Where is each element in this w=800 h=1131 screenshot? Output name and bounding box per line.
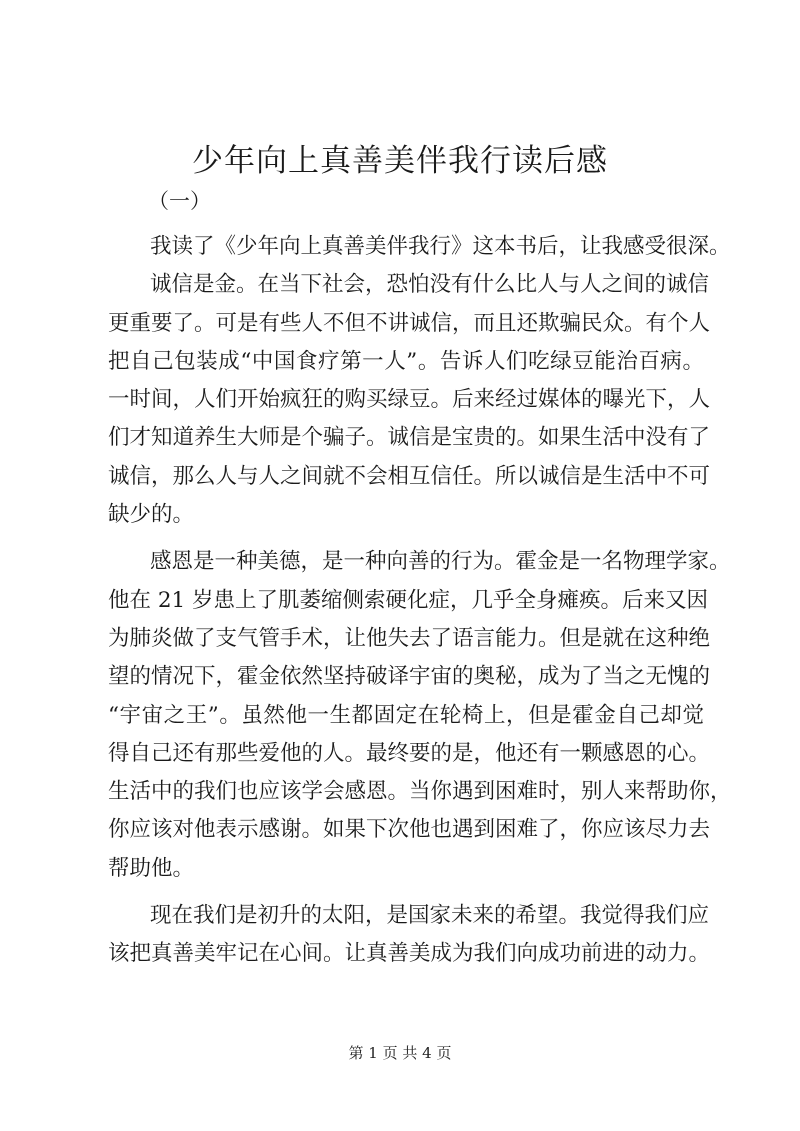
paragraph-line: “宇宙之王”。虽然他一生都固定在轮椅上，但是霍金自己却觉: [108, 702, 704, 728]
paragraph-line: 望的情况下，霍金依然坚持破译宇宙的奥秘，成为了当之无愧的: [108, 664, 711, 690]
paragraph-line: 一时间，人们开始疯狂的购买绿豆。后来经过媒体的曝光下，人: [108, 387, 711, 413]
paragraph-line: 诚信是金。在当下社会，恐怕没有什么比人与人之间的诚信: [150, 272, 710, 298]
paragraph-line: 为肺炎做了支气管手术，让他失去了语言能力。但是就在这种绝: [108, 625, 711, 651]
section-marker: （一）: [148, 189, 211, 213]
paragraph-line: 现在我们是初升的太阳，是国家未来的希望。我觉得我们应: [150, 903, 710, 929]
paragraph-line: 缺少的。: [108, 502, 195, 528]
paragraph-line: 该把真善美牢记在心间。让真善美成为我们向成功前进的动力。: [108, 941, 711, 967]
paragraph-line: 你应该对他表示感谢。如果下次他也遇到困难了，你应该尽力去: [108, 817, 711, 843]
paragraph-line: 生活中的我们也应该学会感恩。当你遇到困难时，别人来帮助你，: [108, 779, 732, 805]
paragraph-line: 得自己还有那些爱他的人。最终要的是，他还有一颗感恩的心。: [108, 740, 711, 766]
paragraph: [108, 897, 711, 974]
paragraph-line: 更重要了。可是有些人不但不讲诚信，而且还欺骗民众。有个人: [108, 310, 711, 336]
paragraph-line: 帮助他。: [108, 855, 195, 881]
paragraph-line: 我读了《少年向上真善美伴我行》这本书后，让我感受很深。: [150, 234, 731, 259]
document-body: [108, 228, 732, 974]
paragraph: [108, 266, 711, 534]
paragraph-line: 感恩是一种美德，是一种向善的行为。霍金是一名物理学家。: [150, 549, 731, 575]
paragraph: [108, 543, 732, 888]
paragraph-line: 诚信，那么人与人之间就不会相互信任。所以诚信是生活中不可: [108, 463, 711, 489]
document-title: 少年向上真善美伴我行读后感: [192, 143, 608, 179]
paragraph-line: 他在 21 岁患上了肌萎缩侧索硬化症，几乎全身瘫痪。后来又因: [108, 587, 709, 613]
paragraph: [108, 228, 731, 266]
page-footer: 第 1 页 共 4 页: [348, 1044, 452, 1062]
paragraph-line: 们才知道养生大师是个骗子。诚信是宝贵的。如果生活中没有了: [108, 425, 711, 451]
paragraph-line: 把自己包装成“中国食疗第一人”。告诉人们吃绿豆能治百病。: [108, 348, 704, 374]
